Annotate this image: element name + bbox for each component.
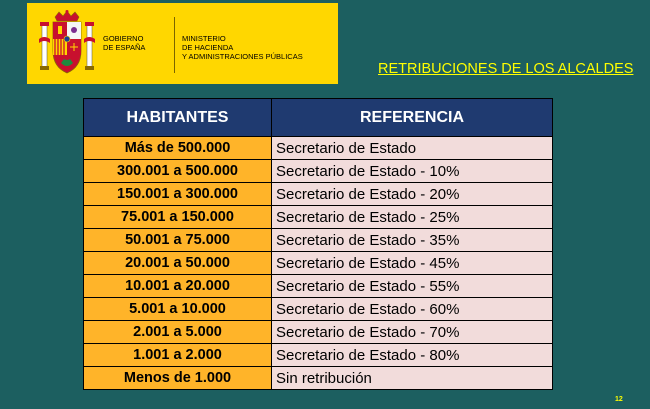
table-row <box>84 229 553 252</box>
ministry-label-line3: Y ADMINISTRACIONES PÚBLICAS <box>182 52 303 61</box>
ministry-label-line2: DE HACIENDA <box>182 43 234 52</box>
government-label-line1: GOBIERNO <box>103 34 144 43</box>
government-header <box>27 3 338 84</box>
referencia-cell: Secretario de Estado - 80% <box>272 344 553 367</box>
habitantes-cell: Más de 500.000 <box>84 137 272 160</box>
referencia-cell: Secretario de Estado <box>272 137 553 160</box>
slide-title: RETRIBUCIONES DE LOS ALCALDES <box>378 61 634 77</box>
table-row <box>84 275 553 298</box>
government-label-line2: DE ESPAÑA <box>103 43 146 52</box>
habitantes-cell: 150.001 a 300.000 <box>84 183 272 206</box>
referencia-cell: Secretario de Estado - 60% <box>272 298 553 321</box>
habitantes-cell: 1.001 a 2.000 <box>84 344 272 367</box>
government-label <box>103 34 173 52</box>
coat-of-arms-icon <box>37 9 97 79</box>
table-header-row <box>84 99 553 137</box>
column-header-habitantes: HABITANTES <box>84 99 272 137</box>
table-row <box>84 206 553 229</box>
ministry-label <box>182 34 342 61</box>
referencia-cell: Secretario de Estado - 35% <box>272 229 553 252</box>
table-row <box>84 298 553 321</box>
referencia-cell: Secretario de Estado - 70% <box>272 321 553 344</box>
table-row <box>84 367 553 390</box>
referencia-cell: Secretario de Estado - 55% <box>272 275 553 298</box>
referencia-cell: Secretario de Estado - 20% <box>272 183 553 206</box>
habitantes-cell: 50.001 a 75.000 <box>84 229 272 252</box>
table-row <box>84 252 553 275</box>
table-row <box>84 137 553 160</box>
habitantes-cell: 20.001 a 50.000 <box>84 252 272 275</box>
habitantes-cell: 2.001 a 5.000 <box>84 321 272 344</box>
table-row <box>84 183 553 206</box>
header-divider <box>174 17 175 73</box>
habitantes-cell: 5.001 a 10.000 <box>84 298 272 321</box>
habitantes-cell: 300.001 a 500.000 <box>84 160 272 183</box>
page-number: 12 <box>615 396 623 403</box>
referencia-cell: Secretario de Estado - 10% <box>272 160 553 183</box>
column-header-referencia: REFERENCIA <box>272 99 553 137</box>
referencia-cell: Secretario de Estado - 25% <box>272 206 553 229</box>
ministry-label-line1: MINISTERIO <box>182 34 226 43</box>
habitantes-cell: Menos de 1.000 <box>84 367 272 390</box>
retribuciones-table <box>83 98 553 390</box>
table-row <box>84 321 553 344</box>
table-row <box>84 344 553 367</box>
referencia-cell: Sin retribución <box>272 367 553 390</box>
habitantes-cell: 10.001 a 20.000 <box>84 275 272 298</box>
referencia-cell: Secretario de Estado - 45% <box>272 252 553 275</box>
habitantes-cell: 75.001 a 150.000 <box>84 206 272 229</box>
table-row <box>84 160 553 183</box>
